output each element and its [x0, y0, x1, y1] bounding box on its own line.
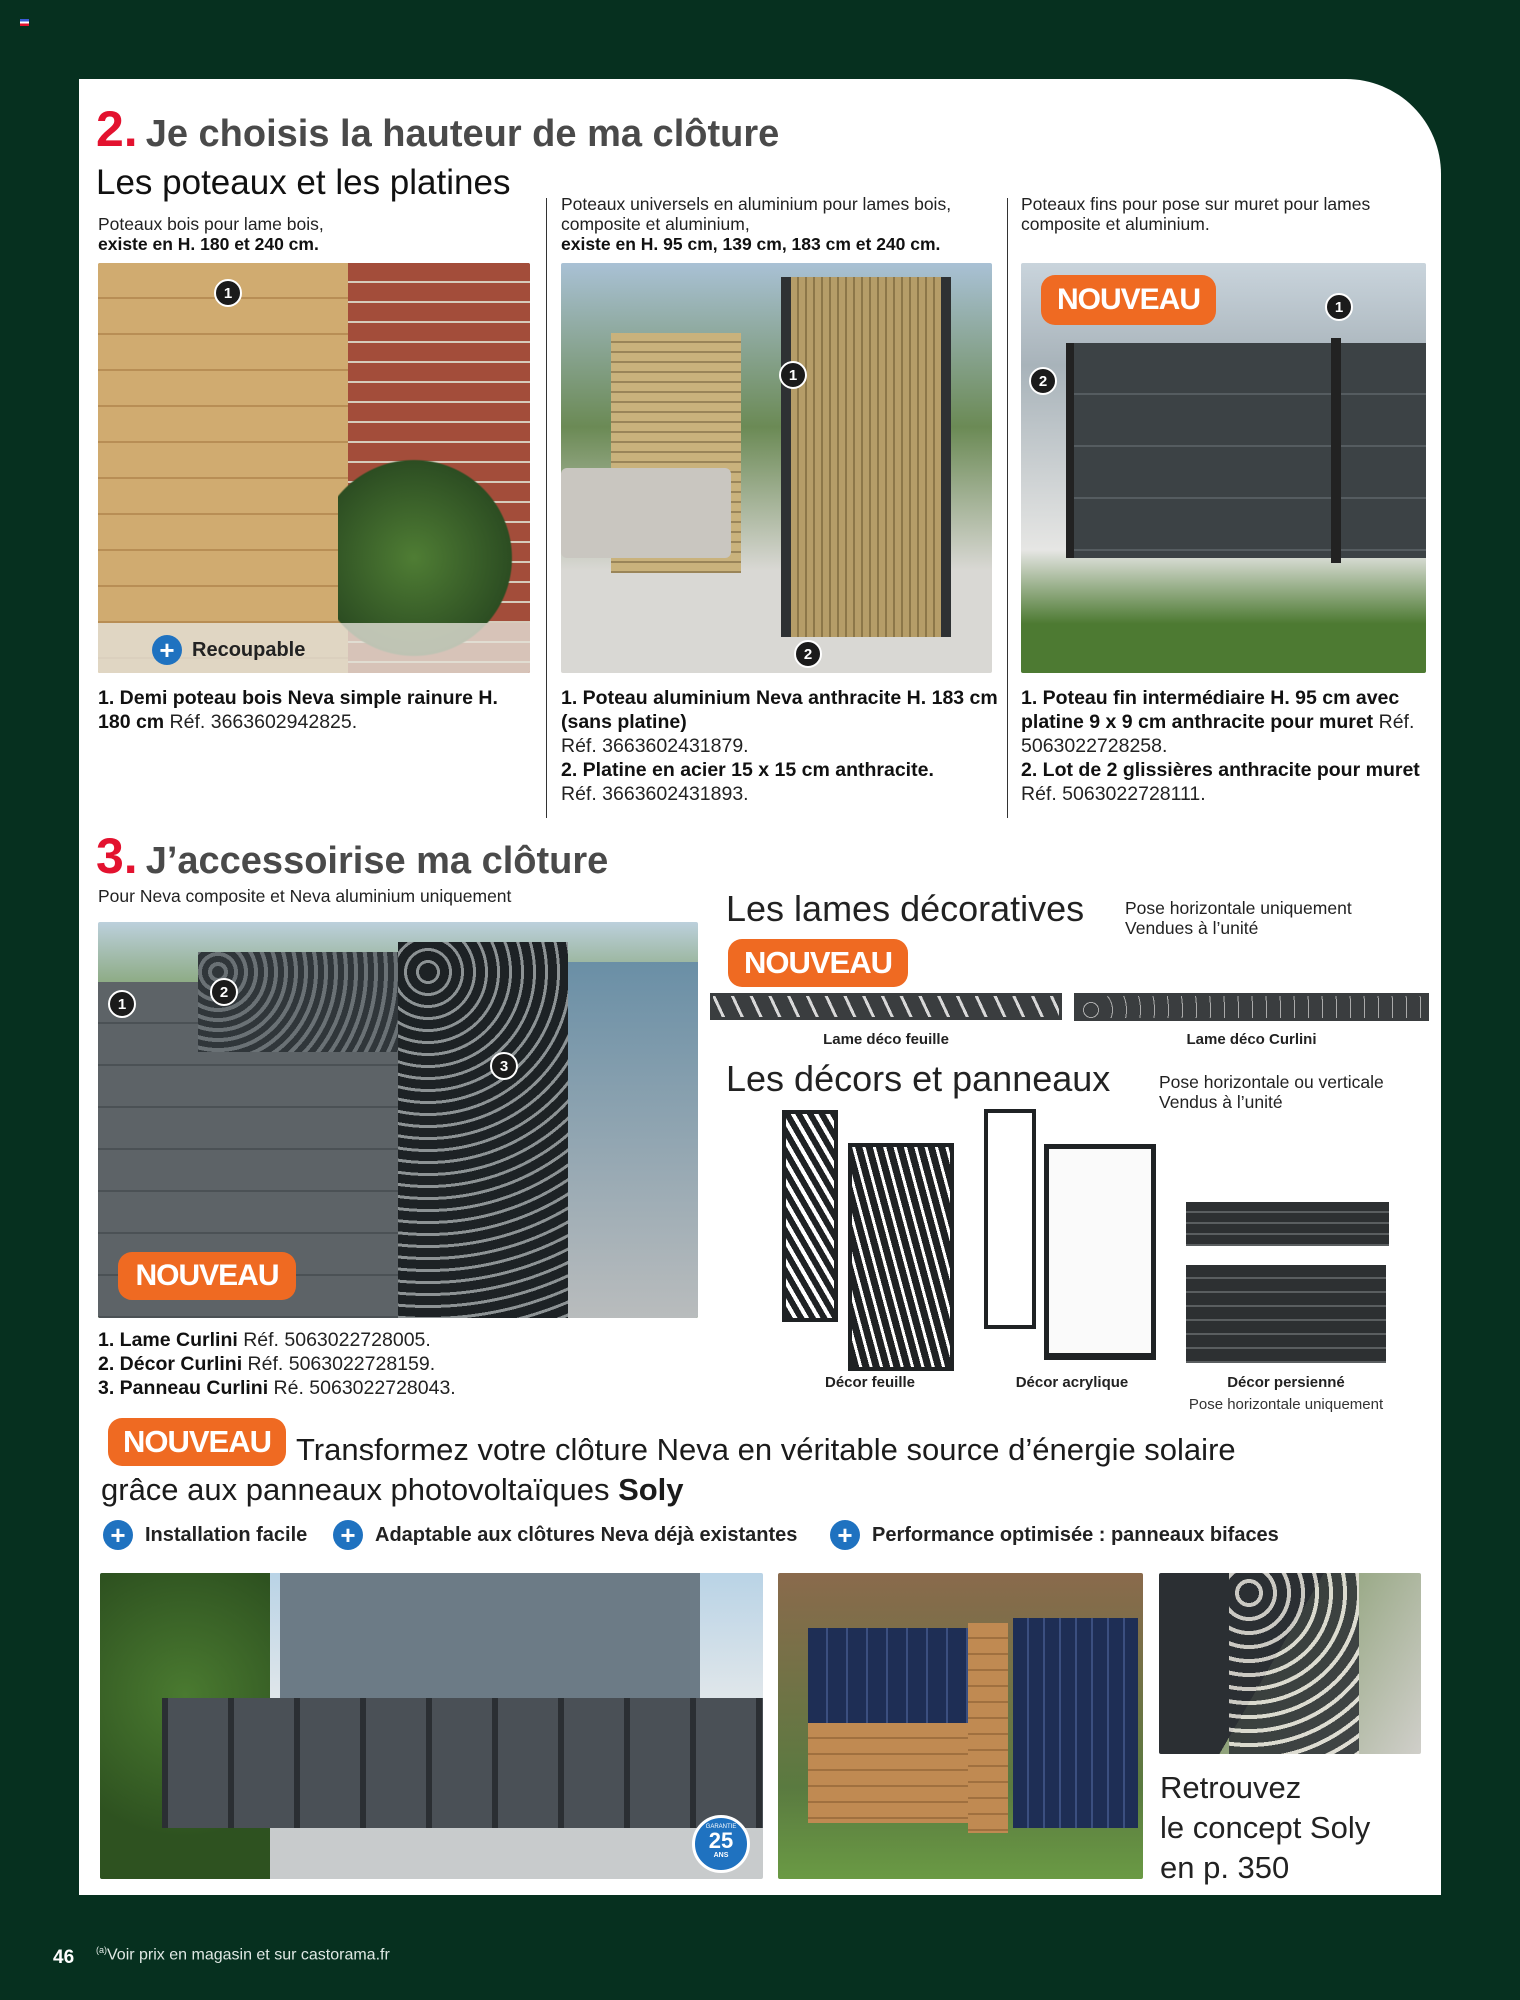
note: Vendus à l’unité — [1159, 1092, 1283, 1112]
plus-icon: + — [103, 1520, 133, 1550]
plus-icon: + — [152, 635, 182, 665]
text: 25 — [708, 1828, 734, 1853]
text: Adaptable aux clôtures Neva déjà existantes — [375, 1523, 798, 1546]
text: Voir prix en magasin et sur castorama.fr — [107, 1946, 390, 1964]
note: Vendues à l’unité — [1125, 918, 1259, 938]
marker-1: 1 — [108, 990, 136, 1018]
nouveau-badge: NOUVEAU — [1041, 275, 1216, 325]
footnote — [96, 1945, 390, 1964]
text: Réf. 5063022728005. — [237, 1329, 431, 1351]
text: en p. 350 — [1160, 1850, 1290, 1885]
text: Réf. 3663602431879. — [561, 735, 749, 757]
feature-item — [103, 1520, 307, 1550]
wood-post-photo — [98, 263, 530, 673]
decor-acrylique-small-image — [984, 1109, 1036, 1329]
section2-heading — [96, 100, 779, 158]
lame-curlini-image — [1074, 993, 1429, 1021]
section-number: 3. — [96, 828, 138, 884]
text: le concept Soly — [1160, 1810, 1371, 1845]
intro-bold: existe en H. 180 et 240 cm. — [98, 234, 319, 254]
section3-caption — [98, 1328, 698, 1400]
column3-intro — [1021, 194, 1431, 234]
marker-1: 1 — [214, 279, 242, 307]
section2-subtitle: Les poteaux et les platines — [96, 163, 511, 202]
decors-title: Les décors et panneaux — [726, 1058, 1111, 1099]
caption-line — [1021, 686, 1431, 758]
section-title: J’accessoirise ma clôture — [145, 840, 609, 882]
column1-caption — [98, 686, 528, 734]
intro-text: Poteaux fins pour pose sur muret pour lames composite et aluminium. — [1021, 194, 1371, 234]
text: grâce aux panneaux photovoltaïques — [101, 1472, 619, 1507]
caption-line — [561, 686, 1001, 758]
text: 1. Poteau fin intermédiaire H. 95 cm avec platine 9 x 9 cm anthracite pour muret — [1021, 687, 1400, 733]
decor-label: Décor feuille — [824, 1374, 916, 1391]
decor-feuille-image — [848, 1143, 954, 1371]
wall-post-photo — [1021, 263, 1426, 673]
lames-title: Les lames décoratives — [726, 888, 1085, 929]
soly-cta — [1160, 1768, 1370, 1888]
decor-feuille-small-image — [782, 1110, 838, 1322]
text: Réf. 5063022728111. — [1021, 783, 1206, 805]
decor-acrylique-image — [1044, 1144, 1156, 1360]
text: 1. Demi poteau bois Neva simple rainure H. 180 cm — [98, 687, 498, 733]
text: Retrouvez — [1160, 1770, 1302, 1805]
text: 3. Panneau Curlini — [98, 1377, 269, 1399]
decor-label: Décor persienné — [1227, 1374, 1345, 1391]
marker-2: 2 — [1029, 367, 1057, 395]
text: GARANTIE — [705, 1824, 737, 1830]
lame-label: Lame déco Curlini — [1186, 1031, 1317, 1048]
recoupable-tag — [152, 635, 305, 665]
text: Ré. 5063022728043. — [268, 1377, 456, 1399]
column3-caption — [1021, 686, 1431, 806]
recoupable-label: Recoupable — [192, 638, 306, 661]
lame-label: Lame déco feuille — [823, 1031, 949, 1048]
text: Installation facile — [145, 1523, 308, 1546]
marker-1: 1 — [779, 361, 807, 389]
solar-panel-fence-photo — [778, 1573, 1143, 1879]
marker-2: 2 — [210, 978, 238, 1006]
solar-house-photo — [100, 1573, 763, 1879]
aluminium-post-photo — [561, 263, 992, 673]
decor-label: Décor acrylique — [1015, 1374, 1129, 1391]
page-number: 46 — [53, 1947, 75, 1968]
caption-line — [98, 1376, 698, 1400]
curlini-fence-photo — [98, 922, 698, 1318]
feature-item — [830, 1520, 1279, 1550]
section3-intro: Pour Neva composite et Neva aluminium uniquement — [98, 886, 512, 906]
solar-line2 — [101, 1472, 684, 1508]
column-divider — [546, 198, 547, 818]
note: Pose horizontale uniquement — [1125, 898, 1352, 918]
plus-icon: + — [830, 1520, 860, 1550]
decor-persienne-image — [1186, 1265, 1386, 1363]
column2-intro — [561, 194, 1001, 254]
solar-detail-photo — [1159, 1573, 1421, 1754]
flag-icon — [20, 19, 29, 26]
column2-caption — [561, 686, 1001, 806]
caption-line — [98, 686, 528, 734]
nouveau-badge: NOUVEAU — [728, 939, 908, 987]
lames-notes — [1125, 898, 1352, 938]
text: Performance optimisée : panneaux bifaces — [872, 1523, 1279, 1546]
marker-2: 2 — [794, 640, 822, 668]
caption-line — [98, 1352, 698, 1376]
text: 2. Platine en acier 15 x 15 cm anthracite. — [561, 759, 934, 781]
text: 1. Lame Curlini — [98, 1329, 238, 1351]
decors-notes — [1159, 1072, 1384, 1112]
text: Réf. 3663602431893. — [561, 783, 749, 805]
text: Réf. 3663602942825. — [164, 711, 358, 733]
solar-line1: Transformez votre clôture Neva en véritable source d’énergie solaire — [296, 1432, 1236, 1467]
text: (a) — [96, 1945, 107, 1955]
feature-item — [333, 1520, 797, 1550]
intro-text: Poteaux universels en aluminium pour lames bois, composite et aluminium, — [561, 194, 952, 234]
intro-text: Poteaux bois pour lame bois, — [98, 214, 324, 234]
intro-bold: existe en H. 95 cm, 139 cm, 183 cm et 240 cm. — [561, 234, 941, 254]
note: Pose horizontale ou verticale — [1159, 1072, 1384, 1092]
text: Réf. 5063022728159. — [242, 1353, 436, 1375]
text: 1. Poteau aluminium Neva anthracite H. 183 cm (sans platine) — [561, 687, 998, 733]
text: 2. Décor Curlini — [98, 1353, 243, 1375]
caption-line — [1021, 758, 1431, 806]
caption-line — [561, 758, 1001, 806]
caption-line — [98, 1328, 698, 1352]
nouveau-badge: NOUVEAU — [108, 1418, 286, 1466]
section-title: Je choisis la hauteur de ma clôture — [145, 113, 780, 155]
guarantee-badge — [692, 1815, 750, 1873]
text: Réf. 5063022728258. — [1021, 711, 1415, 757]
text: 2. Lot de 2 glissières anthracite pour muret — [1021, 759, 1420, 781]
column1-intro — [98, 214, 528, 254]
section3-heading — [96, 827, 608, 885]
plus-icon: + — [333, 1520, 363, 1550]
persienne-note: Pose horizontale uniquement — [1188, 1396, 1384, 1413]
nouveau-badge: NOUVEAU — [118, 1252, 296, 1300]
column-divider — [1007, 198, 1008, 818]
text: ANS — [713, 1852, 729, 1859]
decor-persienne-small-image — [1186, 1202, 1389, 1246]
text: Soly — [618, 1472, 684, 1507]
lame-feuille-image — [710, 993, 1062, 1020]
marker-1: 1 — [1325, 293, 1353, 321]
section-number: 2. — [96, 101, 138, 157]
marker-3: 3 — [490, 1052, 518, 1080]
